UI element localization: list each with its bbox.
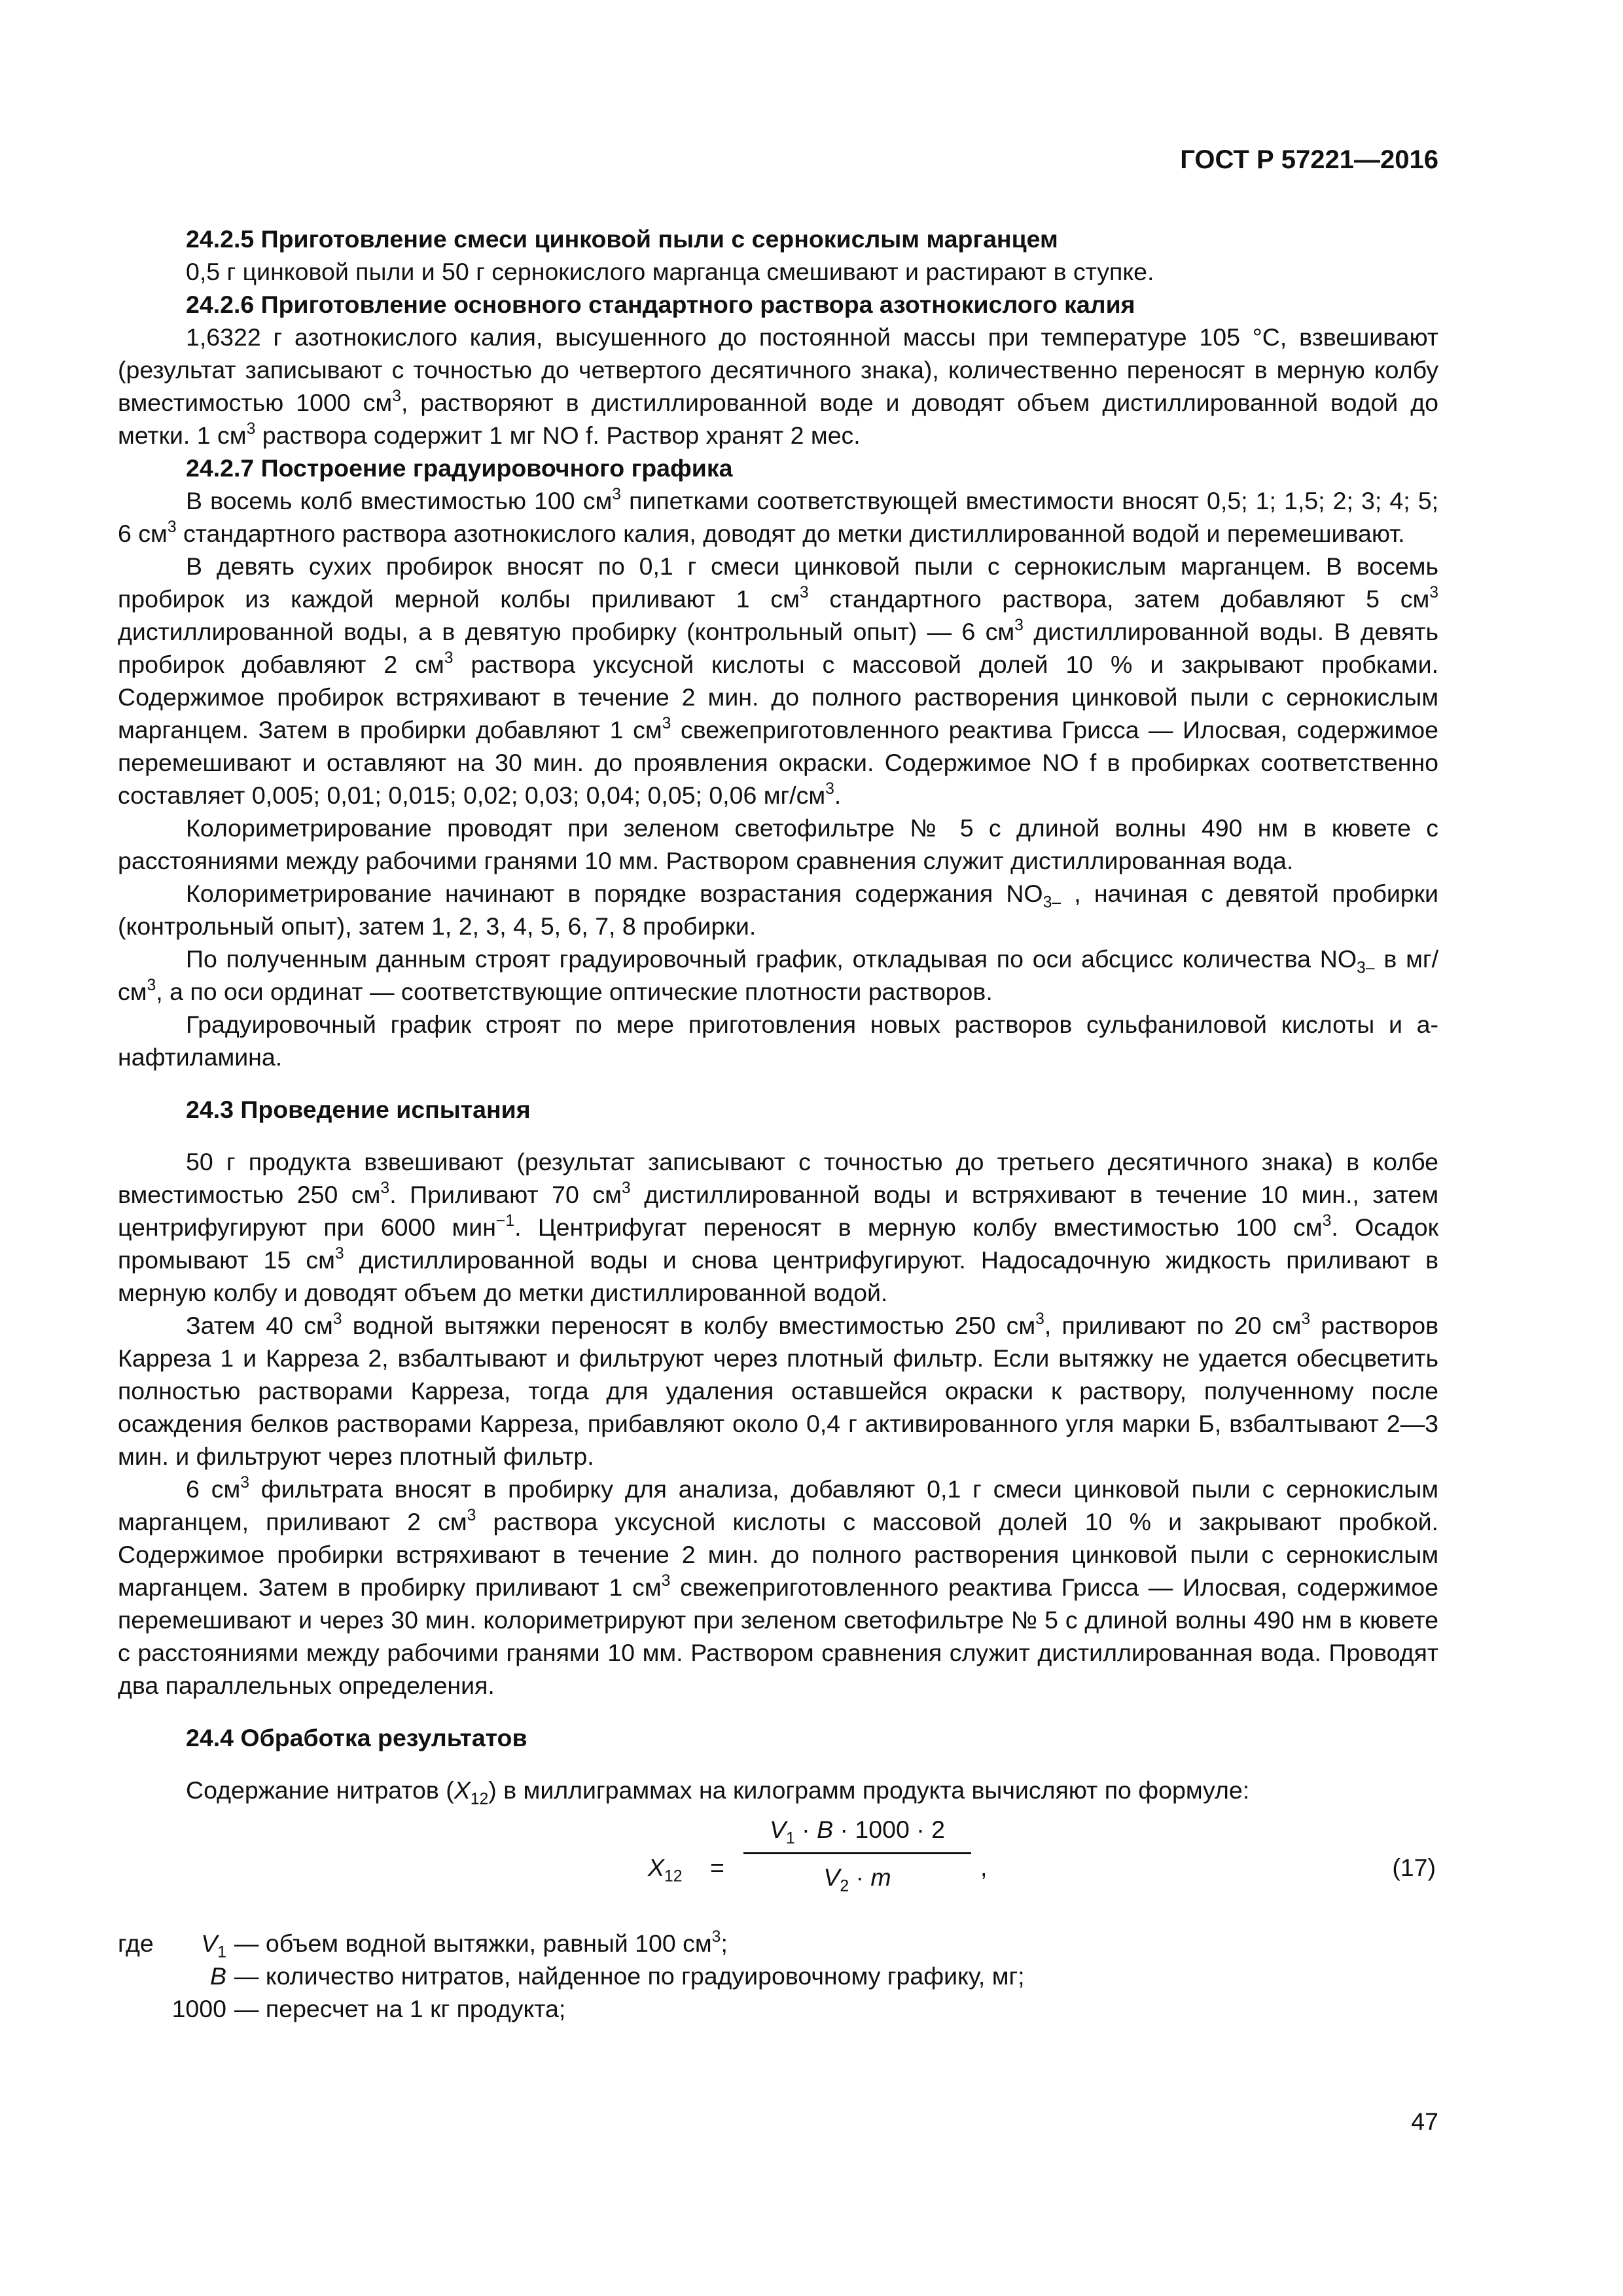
paragraph: Затем 40 $см^3$ водной вытяжки переносят в колбу вместимостью 250 $см^3$, приливают по 20 $см^3$ растворов Карреза 1 и Карреза 2, взбалтывают и фильтруют через плотный фильтр. Если вытяжку не удается обесцветить полностью растворами Карреза, тогда для удаления оставшейся окраски к раствору, полученному после осаждения белков растворами Карреза, прибавляют около 0,4 г активированного угля марки Б, взбалтывают 2—3 мин. и фильтруют через плотный фильтр.: [118, 1310, 1438, 1470]
paragraph: 0,5 г цинковой пыли и 50 г сернокислого марганца смешивают и растирают в ступке.: [186, 258, 1154, 285]
paragraph: Содержание нитратов $(X_{12})$ в миллиграммах на килограмм продукта вычисляют по формуле:: [186, 1776, 1250, 1808]
section-heading-24-2-6: 24.2.6 Приготовление основного стандартного раствора азотнокислого калия: [186, 291, 1135, 318]
paragraph: 6 $см^3$ фильтрата вносят в пробирку для анализа, добавляют 0,1 г смеси цинковой пыли с сернокислым марганцем, приливают 2 $см^3$ раствора уксусной кислоты с массовой долей 10 % и закрывают пробкой. Содержимое пробирки встряхивают в течение 2 мин. до полного растворения цинковой пыли с сернокислым марганцем. Затем в пробирку приливают 1 $см^3$ свежеприготовленного реактива Грисса — Илосвая, содержимое перемешивают и через 30 мин. колориметрируют при зеленом светофильтре № 5 с длиной волны 490 нм в кювете с расстояниями между рабочими гранями 10 мм. Раствором сравнения служит дистиллированная вода. Проводят два параллельных определения.: [118, 1474, 1438, 1699]
formula-numerator: $V_1 \cdot B \cdot 1000 \cdot 2$: [769, 1816, 946, 1848]
definitions-list: [118, 1927, 1438, 2025]
section-heading-24-4: 24.4 Обработка результатов: [186, 1724, 527, 1751]
fraction-bar: [743, 1852, 971, 1854]
paragraph: В восемь колб вместимостью 100 $см^3$ пипетками соответствующей вместимости вносят 0,5; 1; 1,5; 2; 3; 4; 5; 6 $см^3$ стандартного раствора азотнокислого калия, доводят до метки дистиллированной водой и перемешивают.: [118, 486, 1438, 547]
formula-fraction: [740, 1813, 975, 1893]
formula-equals: =: [710, 1854, 724, 1881]
document-body: [118, 223, 1438, 2025]
page-number: 47: [1411, 2108, 1438, 2135]
formula-17: [118, 1813, 1438, 1924]
paragraph: 50 г продукта взвешивают (результат записывают с точностью до третьего десятичного знака) в колбе вместимостью 250 $см^3$. Приливают 70 $см^3$ дистиллированной воды и встряхивают в течение 10 мин., затем центрифугируют при 6000 мин$^{-1}$. Центрифугат переносят в мерную колбу вместимостью 100 $см^3$. Осадок промывают 15 $см^3$ дистиллированной воды и снова центрифугируют. Надосадочную жидкость приливают в мерную колбу и доводят объем до метки дистиллированной водой.: [118, 1148, 1439, 1306]
definition-text: — количество нитратов, найденное по градуировочному графику, мг;: [234, 1962, 1025, 1990]
definition-row: [118, 1927, 1438, 1960]
formula-number: (17): [1392, 1854, 1436, 1881]
definition-text: — пересчет на 1 кг продукта;: [234, 1995, 566, 2022]
where-label: где: [118, 1929, 154, 1957]
paragraph: В девять сухих пробирок вносят по 0,1 г смеси цинковой пыли с сернокислым марганцем. В восемь пробирок из каждой мерной колбы приливают 1 $см^3$ стандартного раствора, затем добавляют 5 $см^3$ дистиллированной воды, а в девятую пробирку (контрольный опыт) — 6 $см^3$ дистиллированной воды. В девять пробирок добавляют 2 $см^3$ раствора уксусной кислоты с массовой долей 10 % и закрывают пробками. Содержимое пробирок встряхивают в течение 2 мин. до полного растворения цинковой пыли с сернокислым марганцем. Затем в пробирки добавляют 1 $см^3$ свежеприготовленного реактива Грисса — Илосвая, содержимое перемешивают и оставляют на 30 мин. до проявления окраски. Содержимое NO f в пробирках соответственно составляет 0,005; 0,01; 0,015; 0,02; 0,03; 0,04; 0,05; 0,06 $мг/см^3$.: [118, 552, 1438, 809]
formula-lhs: $X_{12}$: [648, 1854, 683, 1886]
definition-symbol: 1000: [171, 1995, 226, 2022]
formula-denominator: $V_2 \cdot m$: [823, 1863, 891, 1895]
definition-text: — объем водной вытяжки, равный 100 $см^3$;: [234, 1928, 728, 1957]
definition-row: [118, 1992, 1438, 2025]
definition-symbol: $V_1$: [201, 1929, 226, 1962]
standard-id-header: ГОСТ Р 57221—2016: [1180, 145, 1438, 174]
section-heading-24-2-5: 24.2.5 Приготовление смеси цинковой пыли с сернокислым марганцем: [186, 225, 1058, 253]
paragraph: 1,6322 г азотнокислого калия, высушенного до постоянной массы при температуре 105 °С, взвешивают (результат записывают с точностью до четвертого десятичного знака), количественно переносят в мерную колбу вместимостью 1000 $см^3$, растворяют в дистиллированной воде и доводят объем дистиллированной водой до метки. 1 $см^3$ раствора содержит 1 мг NO f. Раствор хранят 2 мес.: [118, 323, 1438, 449]
paragraph: Колориметрирование начинают в порядке возрастания содержания $NO_{3-}$ , начиная с девятой пробирки (контрольный опыт), затем 1, 2, 3, 4, 5, 6, 7, 8 пробирки.: [118, 880, 1438, 940]
formula-comma: ,: [980, 1854, 988, 1881]
definition-row: [118, 1960, 1438, 1992]
definition-symbol: B: [209, 1962, 226, 1990]
paragraph: Градуировочный график строят по мере приготовления новых растворов сульфаниловой кислоты и а-нафтиламина.: [118, 1011, 1438, 1071]
paragraph: По полученным данным строят градуировочный график, откладывая по оси абсцисс количества $NO_{3-}$ в $мг/см^3$, а по оси ординат — соответствующие оптические плотности растворов.: [118, 945, 1439, 1005]
paragraph: Колориметрирование проводят при зеленом светофильтре № 5 с длиной волны 490 нм в кювете с расстояниями между рабочими гранями 10 мм. Раствором сравнения служит дистиллированная вода.: [118, 814, 1438, 874]
section-heading-24-3: 24.3 Проведение испытания: [186, 1096, 531, 1123]
section-heading-24-2-7: 24.2.7 Построение градуировочного графика: [186, 454, 733, 482]
